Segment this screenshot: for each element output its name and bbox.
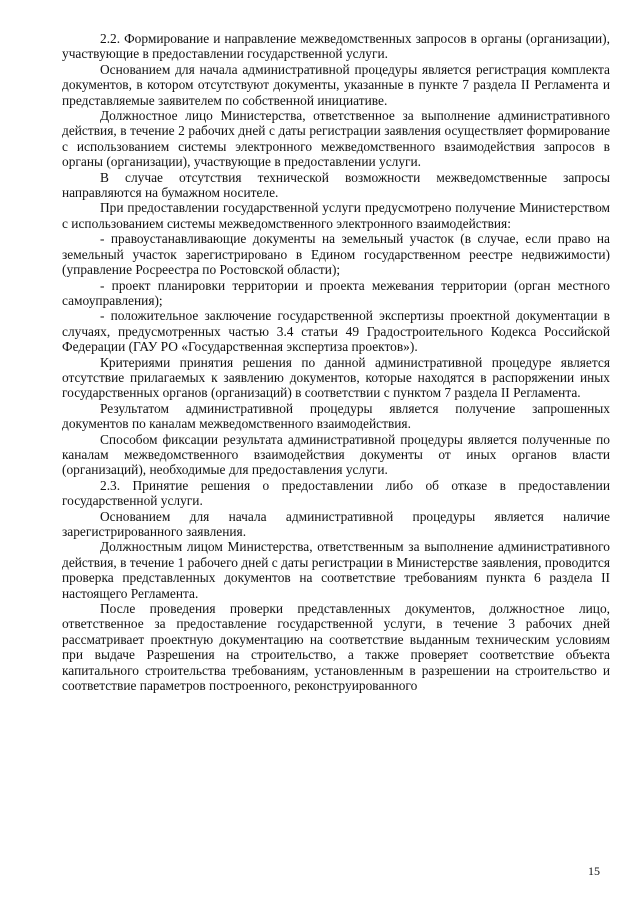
paragraph: После проведения проверки представленных документов, должностное лицо, ответственное за предоставление государственной услуги, в течение 3 рабочих дней рассматривает проектную документацию на соответствие выданным техническим условиям при выдаче Разрешения на строительство, а также проверяет соответствие объекта капитального строительства требованиям, установленным в разрешении на строительство и соответствие параметров построенного, реконструированного <box>62 601 610 694</box>
list-item: - правоустанавливающие документы на земельный участок (в случае, если право на земельный участок зарегистрировано в Едином государственном реестре недвижимости) (управление Росреестра по Ростовской области); <box>62 231 610 278</box>
paragraph: Критериями принятия решения по данной административной процедуре является отсутствие прилагаемых к заявлению документов, которые находятся в распоряжении иных государственных органов (организаций) в соответствии с пунктом 7 раздела II Регламента. <box>62 354 610 401</box>
document-body <box>62 31 610 693</box>
section-heading-2-3: 2.3. Принятие решения о предоставлении либо об отказе в предоставлении государственной услуги. <box>62 477 610 509</box>
list-item: - положительное заключение государственной экспертизы проектной документации в случаях, предусмотренных частью 3.4 статьи 49 Градостроительного Кодекса Российской Федерации (ГАУ РО «Государственная экспертиза проектов»). <box>62 308 610 355</box>
paragraph: Способом фиксации результата административной процедуры является полученные по каналам межведомственного взаимодействия документы от иных органов власти (организаций), необходимые для предоставления услуги. <box>62 431 610 478</box>
paragraph: Основанием для начала административной процедуры является регистрация комплекта документов, в котором отсутствуют документы, указанные в пункте 7 раздела II Регламента и представляемые заявителем по собственной инициативе. <box>62 61 610 108</box>
section-heading-2-2: 2.2. Формирование и направление межведомственных запросов в органы (организации), участвующие в предоставлении государственной услуги. <box>62 31 610 62</box>
list-item: - проект планировки территории и проекта межевания территории (орган местного самоуправления); <box>62 277 610 308</box>
page-number: 15 <box>588 864 600 878</box>
paragraph: Основанием для начала административной процедуры является наличие зарегистрированного заявления. <box>62 508 610 539</box>
paragraph: В случае отсутствия технической возможности межведомственные запросы направляются на бумажном носителе. <box>62 169 610 201</box>
paragraph: При предоставлении государственной услуги предусмотрено получение Министерством с использованием системы межведомственного электронного взаимодействия: <box>62 200 610 231</box>
paragraph: Результатом административной процедуры является получение запрошенных документов по каналам межведомственного взаимодействия. <box>62 400 610 432</box>
paragraph: Должностное лицо Министерства, ответственное за выполнение административного действия, в течение 2 рабочих дней с даты регистрации заявления осуществляет формирование с использованием системы электронного межведомственного взаимодействия запросов в органы (организации), участвующие в предоставлении услуги. <box>62 108 610 170</box>
paragraph: Должностным лицом Министерства, ответственным за выполнение административного действия, в течение 1 рабочего дней с даты регистрации в Министерстве заявления, проводится проверка представленных документов на соответствие требованиям пункта 6 раздела II настоящего Регламента. <box>62 539 610 601</box>
